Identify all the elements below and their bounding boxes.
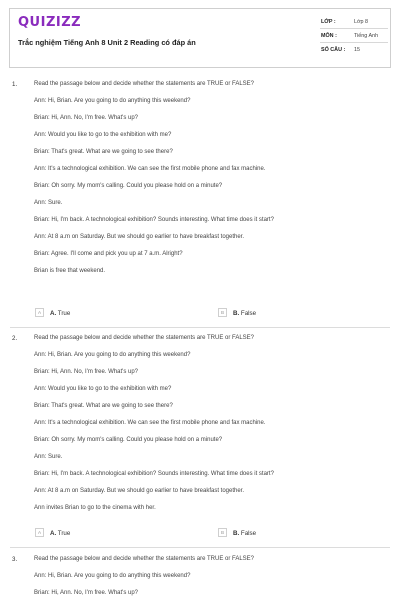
dialogue-line: Brian: Hi, I'm back. A technological exhibition? Sounds interesting. What time does it start? bbox=[34, 217, 274, 223]
dialogue-line: Ann: At 8 a.m on Saturday. But we should go earlier to have breakfast together. bbox=[34, 234, 245, 240]
meta-value: Tiếng Anh bbox=[354, 33, 379, 39]
dialogue-line: Ann: Hi, Brian. Are you going to do anything this weekend? bbox=[34, 573, 191, 579]
option-box: A bbox=[35, 528, 44, 537]
option-text: False bbox=[240, 310, 257, 317]
question-number: 1. bbox=[12, 81, 18, 88]
meta-row-subject bbox=[320, 29, 388, 43]
meta-row-count bbox=[320, 43, 388, 57]
worksheet-title: Trắc nghiệm Tiếng Anh 8 Unit 2 Reading có đáp án bbox=[18, 38, 196, 47]
dialogue-line: Ann: Hi, Brian. Are you going to do anything this weekend? bbox=[34, 98, 191, 104]
worksheet-header bbox=[9, 8, 391, 68]
question-divider bbox=[10, 327, 390, 328]
option-letter: B. bbox=[233, 530, 240, 537]
option-letter: A. bbox=[50, 310, 57, 317]
dialogue-line: Ann: Would you like to go to the exhibition with me? bbox=[34, 386, 172, 392]
question-statement: Brian is free that weekend. bbox=[34, 268, 106, 274]
option-letter: B. bbox=[233, 310, 240, 317]
dialogue-line: Brian: That's great. What are we going to see there? bbox=[34, 149, 173, 155]
dialogue-line: Brian: Hi, Ann. No, I'm free. What's up? bbox=[34, 115, 139, 121]
dialogue-line: Ann: It's a technological exhibition. We can see the first mobile phone and fax machine. bbox=[34, 420, 266, 426]
dialogue-line: Brian: Hi, Ann. No, I'm free. What's up? bbox=[34, 590, 139, 596]
dialogue-line: Ann: Hi, Brian. Are you going to do anything this weekend? bbox=[34, 352, 191, 358]
option-box: B bbox=[218, 528, 227, 537]
meta-row-class bbox=[320, 15, 388, 29]
meta-key: LỚP : bbox=[321, 19, 336, 25]
dialogue-line: Brian: That's great. What are we going to see there? bbox=[34, 403, 173, 409]
question-number: 2. bbox=[12, 335, 18, 342]
option-box: A bbox=[35, 308, 44, 317]
question-prompt: Read the passage below and decide whether the statements are TRUE or FALSE? bbox=[34, 556, 255, 562]
dialogue-line: Ann: It's a technological exhibition. We can see the first mobile phone and fax machine. bbox=[34, 166, 266, 172]
dialogue-line: Ann: Sure. bbox=[34, 454, 63, 460]
dialogue-line: Brian: Agree. I'll come and pick you up at 7 a.m. Alright? bbox=[34, 251, 183, 257]
question-prompt: Read the passage below and decide whether the statements are TRUE or FALSE? bbox=[34, 81, 255, 87]
dialogue-line: Brian: Hi, I'm back. A technological exhibition? Sounds interesting. What time does it start? bbox=[34, 471, 274, 477]
question-prompt: Read the passage below and decide whether the statements are TRUE or FALSE? bbox=[34, 335, 255, 341]
option-letter: A. bbox=[50, 530, 57, 537]
quizizz-logo: QUIZIZZ bbox=[18, 15, 82, 30]
question-number: 3. bbox=[12, 556, 18, 563]
dialogue-line: Brian: Hi, Ann. No, I'm free. What's up? bbox=[34, 369, 139, 375]
option-box: B bbox=[218, 308, 227, 317]
dialogue-line: Brian: Oh sorry. My mom's calling. Could you please hold on a minute? bbox=[34, 437, 223, 443]
meta-value: 15 bbox=[354, 47, 360, 53]
dialogue-line: Ann: Would you like to go to the exhibition with me? bbox=[34, 132, 172, 138]
dialogue-line: Ann: Sure. bbox=[34, 200, 63, 206]
dialogue-line: Brian: Oh sorry. My mom's calling. Could you please hold on a minute? bbox=[34, 183, 223, 189]
question-divider bbox=[10, 547, 390, 548]
meta-value: Lớp 8 bbox=[354, 19, 369, 25]
question-statement: Ann invites Brian to go to the cinema with her. bbox=[34, 505, 156, 511]
worksheet-meta bbox=[320, 15, 388, 57]
option-text: True bbox=[57, 310, 71, 317]
dialogue-line: Ann: At 8 a.m on Saturday. But we should go earlier to have breakfast together. bbox=[34, 488, 245, 494]
meta-key: SỐ CÂU : bbox=[321, 47, 346, 53]
option-text: True bbox=[57, 530, 71, 537]
meta-key: MÔN : bbox=[321, 33, 337, 39]
option-text: False bbox=[240, 530, 257, 537]
